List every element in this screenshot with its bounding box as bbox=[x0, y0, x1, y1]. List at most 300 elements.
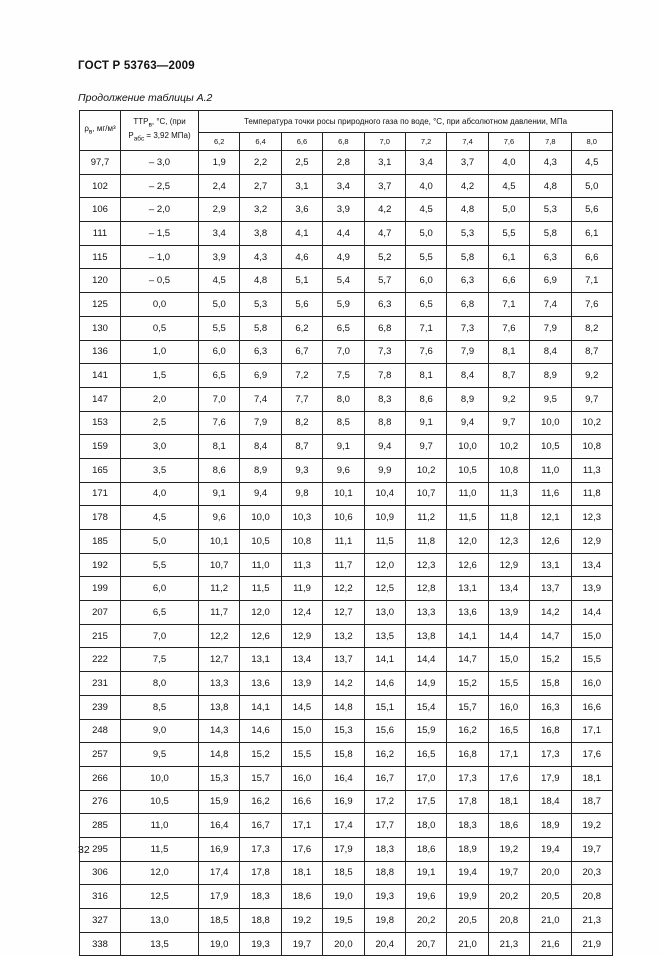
dew-point-cell: 17,6 bbox=[571, 743, 612, 767]
dew-point-cell: 14,2 bbox=[323, 672, 364, 696]
header-water-concentration: $\rho_в$, мг/м³ bbox=[80, 111, 121, 151]
dew-point-cell: 12,3 bbox=[405, 553, 446, 577]
reference-dew-point-cell: 4,0 bbox=[121, 482, 199, 506]
dew-point-cell: 13,4 bbox=[281, 648, 322, 672]
dew-point-cell: 19,2 bbox=[571, 814, 612, 838]
dew-point-cell: 5,3 bbox=[530, 198, 571, 222]
dew-point-cell: 9,9 bbox=[364, 458, 405, 482]
reference-dew-point-cell: – 3,0 bbox=[121, 151, 199, 175]
dew-point-cell: 15,9 bbox=[199, 790, 240, 814]
reference-dew-point-cell: 3,0 bbox=[121, 435, 199, 459]
dew-point-cell: 17,3 bbox=[447, 766, 488, 790]
pressure-header-cell: 7,8 bbox=[530, 133, 571, 151]
table-row bbox=[80, 790, 613, 814]
dew-point-cell: 19,3 bbox=[364, 885, 405, 909]
table-body bbox=[80, 151, 613, 956]
dew-point-cell: 15,9 bbox=[405, 719, 446, 743]
concentration-cell: 111 bbox=[80, 222, 121, 246]
dew-point-cell: 10,8 bbox=[488, 458, 529, 482]
concentration-cell: 178 bbox=[80, 506, 121, 530]
table-row bbox=[80, 411, 613, 435]
dew-point-cell: 16,9 bbox=[323, 790, 364, 814]
dew-point-cell: 6,8 bbox=[364, 316, 405, 340]
table-row bbox=[80, 293, 613, 317]
page-number: 32 bbox=[78, 844, 90, 856]
dew-point-cell: 4,3 bbox=[240, 245, 281, 269]
reference-dew-point-cell: 10,0 bbox=[121, 766, 199, 790]
header-dew-point-at-pressure: Температура точки росы природного газа по воде, °С, при абсолютном давлении, МПа bbox=[199, 111, 613, 133]
table-row bbox=[80, 387, 613, 411]
dew-point-cell: 16,7 bbox=[240, 814, 281, 838]
dew-point-cell: 4,5 bbox=[488, 174, 529, 198]
dew-point-cell: 20,2 bbox=[405, 909, 446, 933]
dew-point-cell: 9,8 bbox=[281, 482, 322, 506]
dew-point-cell: 16,0 bbox=[571, 672, 612, 696]
dew-point-cell: 4,4 bbox=[323, 222, 364, 246]
dew-point-cell: 19,4 bbox=[530, 837, 571, 861]
dew-point-cell: 17,6 bbox=[281, 837, 322, 861]
table-row bbox=[80, 198, 613, 222]
table-row bbox=[80, 553, 613, 577]
dew-point-cell: 6,3 bbox=[240, 340, 281, 364]
dew-point-cell: 7,3 bbox=[447, 316, 488, 340]
reference-dew-point-cell: 2,5 bbox=[121, 411, 199, 435]
dew-point-cell: 15,8 bbox=[323, 743, 364, 767]
dew-point-cell: 12,1 bbox=[530, 506, 571, 530]
dew-point-cell: 7,4 bbox=[240, 387, 281, 411]
dew-point-cell: 11,8 bbox=[571, 482, 612, 506]
dew-point-cell: 17,7 bbox=[364, 814, 405, 838]
dew-point-cell: 18,5 bbox=[199, 909, 240, 933]
dew-point-cell: 4,2 bbox=[364, 198, 405, 222]
table-row bbox=[80, 932, 613, 956]
dew-point-cell: 4,8 bbox=[447, 198, 488, 222]
dew-point-cell: 14,8 bbox=[199, 743, 240, 767]
dew-point-cell: 9,1 bbox=[323, 435, 364, 459]
dew-point-cell: 10,5 bbox=[530, 435, 571, 459]
concentration-cell: 285 bbox=[80, 814, 121, 838]
dew-point-cell: 9,6 bbox=[199, 506, 240, 530]
dew-point-cell: 20,8 bbox=[571, 885, 612, 909]
concentration-cell: 306 bbox=[80, 861, 121, 885]
concentration-cell: 120 bbox=[80, 269, 121, 293]
dew-point-cell: 20,5 bbox=[447, 909, 488, 933]
dew-point-cell: 18,4 bbox=[530, 790, 571, 814]
dew-point-cell: 13,6 bbox=[240, 672, 281, 696]
dew-point-cell: 7,4 bbox=[530, 293, 571, 317]
concentration-cell: 165 bbox=[80, 458, 121, 482]
dew-point-cell: 13,7 bbox=[530, 577, 571, 601]
dew-point-cell: 18,1 bbox=[571, 766, 612, 790]
dew-point-cell: 17,0 bbox=[405, 766, 446, 790]
dew-point-cell: 5,8 bbox=[530, 222, 571, 246]
dew-point-cell: 12,5 bbox=[364, 577, 405, 601]
dew-point-cell: 8,1 bbox=[405, 364, 446, 388]
dew-point-cell: 15,4 bbox=[405, 695, 446, 719]
concentration-cell: 222 bbox=[80, 648, 121, 672]
dew-point-cell: 4,7 bbox=[364, 222, 405, 246]
reference-dew-point-cell: 10,5 bbox=[121, 790, 199, 814]
dew-point-cell: 11,5 bbox=[240, 577, 281, 601]
dew-point-cell: 17,1 bbox=[488, 743, 529, 767]
dew-point-cell: 7,0 bbox=[323, 340, 364, 364]
dew-point-cell: 14,3 bbox=[199, 719, 240, 743]
reference-dew-point-cell: – 1,5 bbox=[121, 222, 199, 246]
dew-point-cell: 21,6 bbox=[530, 932, 571, 956]
reference-dew-point-cell: 9,0 bbox=[121, 719, 199, 743]
dew-point-cell: 14,5 bbox=[281, 695, 322, 719]
dew-point-cell: 2,7 bbox=[240, 174, 281, 198]
dew-point-cell: 14,4 bbox=[405, 648, 446, 672]
dew-point-cell: 14,2 bbox=[530, 601, 571, 625]
dew-point-cell: 11,3 bbox=[281, 553, 322, 577]
dew-point-cell: 5,2 bbox=[364, 245, 405, 269]
dew-point-cell: 8,3 bbox=[364, 387, 405, 411]
dew-point-cell: 17,9 bbox=[530, 766, 571, 790]
dew-point-cell: 5,7 bbox=[364, 269, 405, 293]
dew-point-cell: 10,3 bbox=[281, 506, 322, 530]
dew-point-cell: 17,1 bbox=[571, 719, 612, 743]
dew-point-cell: 21,0 bbox=[530, 909, 571, 933]
dew-point-cell: 7,2 bbox=[281, 364, 322, 388]
dew-point-cell: 10,5 bbox=[447, 458, 488, 482]
dew-point-cell: 11,7 bbox=[323, 553, 364, 577]
dew-point-cell: 9,1 bbox=[405, 411, 446, 435]
dew-point-cell: 8,0 bbox=[323, 387, 364, 411]
dew-point-cell: 12,6 bbox=[240, 624, 281, 648]
header-dew-point-reference: $ТТР_в$, °С, (при $Р_{абс} = 3,92$ МПа) bbox=[121, 111, 199, 151]
dew-point-cell: 5,9 bbox=[323, 293, 364, 317]
dew-point-cell: 8,2 bbox=[281, 411, 322, 435]
dew-point-cell: 13,2 bbox=[323, 624, 364, 648]
concentration-cell: 199 bbox=[80, 577, 121, 601]
table-row bbox=[80, 506, 613, 530]
dew-point-cell: 12,3 bbox=[488, 530, 529, 554]
dew-point-cell: 21,0 bbox=[447, 932, 488, 956]
dew-point-cell: 10,0 bbox=[447, 435, 488, 459]
dew-point-cell: 6,1 bbox=[488, 245, 529, 269]
concentration-cell: 130 bbox=[80, 316, 121, 340]
reference-dew-point-cell: 7,0 bbox=[121, 624, 199, 648]
dew-point-cell: 12,4 bbox=[281, 601, 322, 625]
dew-point-cell: 16,9 bbox=[199, 837, 240, 861]
dew-point-cell: 4,5 bbox=[571, 151, 612, 175]
dew-point-cell: 14,4 bbox=[571, 601, 612, 625]
dew-point-cell: 15,0 bbox=[488, 648, 529, 672]
table-row bbox=[80, 577, 613, 601]
dew-point-cell: 12,7 bbox=[199, 648, 240, 672]
dew-point-cell: 11,6 bbox=[530, 482, 571, 506]
dew-point-cell: 16,7 bbox=[364, 766, 405, 790]
concentration-cell: 136 bbox=[80, 340, 121, 364]
dew-point-cell: 11,5 bbox=[364, 530, 405, 554]
dew-point-cell: 12,9 bbox=[571, 530, 612, 554]
dew-point-cell: 7,3 bbox=[364, 340, 405, 364]
dew-point-cell: 9,2 bbox=[571, 364, 612, 388]
concentration-cell: 338 bbox=[80, 932, 121, 956]
reference-dew-point-cell: 3,5 bbox=[121, 458, 199, 482]
dew-point-cell: 15,7 bbox=[240, 766, 281, 790]
dew-point-cell: 2,8 bbox=[323, 151, 364, 175]
concentration-cell: 207 bbox=[80, 601, 121, 625]
concentration-cell: 185 bbox=[80, 530, 121, 554]
dew-point-cell: 15,8 bbox=[530, 672, 571, 696]
dew-point-cell: 8,7 bbox=[281, 435, 322, 459]
dew-point-cell: 16,8 bbox=[530, 719, 571, 743]
dew-point-cell: 16,2 bbox=[447, 719, 488, 743]
concentration-cell: 239 bbox=[80, 695, 121, 719]
table-row bbox=[80, 222, 613, 246]
dew-point-cell: 3,1 bbox=[364, 151, 405, 175]
dew-point-cell: 11,0 bbox=[447, 482, 488, 506]
dew-point-cell: 20,7 bbox=[405, 932, 446, 956]
dew-point-cell: 10,2 bbox=[488, 435, 529, 459]
dew-point-cell: 12,9 bbox=[281, 624, 322, 648]
table-row bbox=[80, 695, 613, 719]
dew-point-cell: 19,9 bbox=[447, 885, 488, 909]
dew-point-cell: 7,9 bbox=[447, 340, 488, 364]
dew-point-cell: 8,1 bbox=[488, 340, 529, 364]
dew-point-cell: 4,0 bbox=[488, 151, 529, 175]
concentration-cell: 171 bbox=[80, 482, 121, 506]
dew-point-cell: 13,1 bbox=[447, 577, 488, 601]
dew-point-cell: 19,6 bbox=[405, 885, 446, 909]
table-row bbox=[80, 861, 613, 885]
dew-point-cell: 5,3 bbox=[240, 293, 281, 317]
concentration-cell: 141 bbox=[80, 364, 121, 388]
dew-point-cell: 5,6 bbox=[571, 198, 612, 222]
dew-point-cell: 12,9 bbox=[488, 553, 529, 577]
dew-point-cell: 16,5 bbox=[405, 743, 446, 767]
dew-point-cell: 6,6 bbox=[571, 245, 612, 269]
dew-point-cell: 13,8 bbox=[199, 695, 240, 719]
dew-point-cell: 11,0 bbox=[530, 458, 571, 482]
concentration-cell: 327 bbox=[80, 909, 121, 933]
dew-point-table bbox=[79, 110, 613, 956]
reference-dew-point-cell: 12,0 bbox=[121, 861, 199, 885]
dew-point-cell: 19,7 bbox=[571, 837, 612, 861]
dew-point-cell: 3,9 bbox=[323, 198, 364, 222]
dew-point-cell: 6,8 bbox=[447, 293, 488, 317]
dew-point-cell: 5,0 bbox=[488, 198, 529, 222]
concentration-cell: 248 bbox=[80, 719, 121, 743]
dew-point-cell: 11,2 bbox=[199, 577, 240, 601]
dew-point-cell: 10,5 bbox=[240, 530, 281, 554]
dew-point-cell: 8,6 bbox=[199, 458, 240, 482]
pressure-header-cell: 6,6 bbox=[281, 133, 322, 151]
dew-point-cell: 15,0 bbox=[571, 624, 612, 648]
dew-point-cell: 11,8 bbox=[488, 506, 529, 530]
dew-point-cell: 6,1 bbox=[571, 222, 612, 246]
table-row bbox=[80, 648, 613, 672]
reference-dew-point-cell: 12,5 bbox=[121, 885, 199, 909]
dew-point-cell: 8,7 bbox=[571, 340, 612, 364]
dew-point-cell: 14,7 bbox=[447, 648, 488, 672]
pressure-header-cell: 8,0 bbox=[571, 133, 612, 151]
dew-point-cell: 6,9 bbox=[240, 364, 281, 388]
dew-point-cell: 5,6 bbox=[281, 293, 322, 317]
dew-point-cell: 16,8 bbox=[447, 743, 488, 767]
dew-point-cell: 17,1 bbox=[281, 814, 322, 838]
dew-point-cell: 4,5 bbox=[405, 198, 446, 222]
dew-point-cell: 15,5 bbox=[488, 672, 529, 696]
dew-point-cell: 1,9 bbox=[199, 151, 240, 175]
dew-point-cell: 6,3 bbox=[364, 293, 405, 317]
dew-point-cell: 9,7 bbox=[488, 411, 529, 435]
dew-point-cell: 8,4 bbox=[240, 435, 281, 459]
pressure-header-cell: 7,2 bbox=[405, 133, 446, 151]
reference-dew-point-cell: 6,0 bbox=[121, 577, 199, 601]
dew-point-cell: 15,2 bbox=[240, 743, 281, 767]
table-row bbox=[80, 530, 613, 554]
dew-point-cell: 5,5 bbox=[488, 222, 529, 246]
dew-point-cell: 4,9 bbox=[323, 245, 364, 269]
reference-dew-point-cell: 0,0 bbox=[121, 293, 199, 317]
reference-dew-point-cell: 1,0 bbox=[121, 340, 199, 364]
dew-point-cell: 10,0 bbox=[240, 506, 281, 530]
table-row bbox=[80, 837, 613, 861]
dew-point-cell: 5,5 bbox=[405, 245, 446, 269]
dew-point-cell: 12,8 bbox=[405, 577, 446, 601]
dew-point-cell: 18,8 bbox=[364, 861, 405, 885]
dew-point-cell: 17,3 bbox=[530, 743, 571, 767]
dew-point-cell: 16,5 bbox=[488, 719, 529, 743]
dew-point-cell: 10,8 bbox=[281, 530, 322, 554]
dew-point-cell: 8,8 bbox=[364, 411, 405, 435]
dew-point-cell: 10,1 bbox=[323, 482, 364, 506]
table-row bbox=[80, 601, 613, 625]
dew-point-cell: 4,2 bbox=[447, 174, 488, 198]
dew-point-cell: 10,7 bbox=[199, 553, 240, 577]
dew-point-cell: 12,0 bbox=[447, 530, 488, 554]
dew-point-cell: 11,0 bbox=[240, 553, 281, 577]
dew-point-cell: 13,3 bbox=[199, 672, 240, 696]
dew-point-cell: 6,0 bbox=[199, 340, 240, 364]
dew-point-cell: 16,6 bbox=[571, 695, 612, 719]
dew-point-cell: 13,9 bbox=[281, 672, 322, 696]
dew-point-cell: 13,0 bbox=[364, 601, 405, 625]
dew-point-cell: 4,3 bbox=[530, 151, 571, 175]
dew-point-cell: 7,5 bbox=[323, 364, 364, 388]
dew-point-cell: 17,8 bbox=[447, 790, 488, 814]
dew-point-cell: 7,6 bbox=[571, 293, 612, 317]
dew-point-cell: 9,4 bbox=[364, 435, 405, 459]
table-row bbox=[80, 885, 613, 909]
dew-point-cell: 18,8 bbox=[240, 909, 281, 933]
dew-point-cell: 13,4 bbox=[488, 577, 529, 601]
dew-point-cell: 15,1 bbox=[364, 695, 405, 719]
dew-point-cell: 9,6 bbox=[323, 458, 364, 482]
concentration-cell: 147 bbox=[80, 387, 121, 411]
dew-point-cell: 18,5 bbox=[323, 861, 364, 885]
dew-point-cell: 13,1 bbox=[530, 553, 571, 577]
concentration-cell: 276 bbox=[80, 790, 121, 814]
dew-point-cell: 8,9 bbox=[240, 458, 281, 482]
reference-dew-point-cell: 5,5 bbox=[121, 553, 199, 577]
pressure-header-cell: 6,2 bbox=[199, 133, 240, 151]
dew-point-cell: 17,8 bbox=[240, 861, 281, 885]
concentration-cell: 215 bbox=[80, 624, 121, 648]
dew-point-cell: 15,6 bbox=[364, 719, 405, 743]
dew-point-cell: 3,1 bbox=[281, 174, 322, 198]
dew-point-cell: 7,8 bbox=[364, 364, 405, 388]
concentration-cell: 97,7 bbox=[80, 151, 121, 175]
dew-point-cell: 5,0 bbox=[199, 293, 240, 317]
dew-point-cell: 7,6 bbox=[405, 340, 446, 364]
table-row bbox=[80, 672, 613, 696]
dew-point-cell: 18,9 bbox=[530, 814, 571, 838]
dew-point-cell: 10,8 bbox=[571, 435, 612, 459]
dew-point-cell: 19,7 bbox=[281, 932, 322, 956]
dew-point-cell: 6,3 bbox=[447, 269, 488, 293]
reference-dew-point-cell: – 2,0 bbox=[121, 198, 199, 222]
dew-point-cell: 9,3 bbox=[281, 458, 322, 482]
concentration-cell: 115 bbox=[80, 245, 121, 269]
dew-point-cell: 19,2 bbox=[488, 837, 529, 861]
dew-point-cell: 6,9 bbox=[530, 269, 571, 293]
dew-point-cell: 7,0 bbox=[199, 387, 240, 411]
pressure-header-cell: 7,0 bbox=[364, 133, 405, 151]
dew-point-cell: 7,6 bbox=[199, 411, 240, 435]
dew-point-cell: 21,3 bbox=[488, 932, 529, 956]
dew-point-cell: 7,6 bbox=[488, 316, 529, 340]
table-row bbox=[80, 909, 613, 933]
dew-point-cell: 20,0 bbox=[530, 861, 571, 885]
dew-point-cell: 19,3 bbox=[240, 932, 281, 956]
dew-point-cell: 14,4 bbox=[488, 624, 529, 648]
dew-point-cell: 14,6 bbox=[240, 719, 281, 743]
dew-point-cell: 2,9 bbox=[199, 198, 240, 222]
dew-point-cell: 3,4 bbox=[199, 222, 240, 246]
pressure-header-cell: 7,4 bbox=[447, 133, 488, 151]
dew-point-cell: 13,5 bbox=[364, 624, 405, 648]
dew-point-cell: 6,5 bbox=[405, 293, 446, 317]
concentration-cell: 106 bbox=[80, 198, 121, 222]
dew-point-cell: 18,9 bbox=[447, 837, 488, 861]
dew-point-cell: 10,9 bbox=[364, 506, 405, 530]
dew-point-cell: 11,8 bbox=[405, 530, 446, 554]
dew-point-cell: 19,1 bbox=[405, 861, 446, 885]
dew-point-cell: 6,2 bbox=[281, 316, 322, 340]
table-row bbox=[80, 814, 613, 838]
dew-point-cell: 11,7 bbox=[199, 601, 240, 625]
dew-point-cell: 18,6 bbox=[405, 837, 446, 861]
dew-point-cell: 18,7 bbox=[571, 790, 612, 814]
dew-point-cell: 19,8 bbox=[364, 909, 405, 933]
concentration-cell: 295 bbox=[80, 837, 121, 861]
concentration-cell: 316 bbox=[80, 885, 121, 909]
document-code: ГОСТ Р 53763—2009 bbox=[78, 60, 195, 72]
dew-point-cell: 6,0 bbox=[405, 269, 446, 293]
table-row bbox=[80, 174, 613, 198]
reference-dew-point-cell: – 2,5 bbox=[121, 174, 199, 198]
dew-point-cell: 16,6 bbox=[281, 790, 322, 814]
dew-point-cell: 16,2 bbox=[240, 790, 281, 814]
dew-point-cell: 16,3 bbox=[530, 695, 571, 719]
dew-point-cell: 21,3 bbox=[571, 909, 612, 933]
dew-point-cell: 10,2 bbox=[405, 458, 446, 482]
dew-point-cell: 12,0 bbox=[364, 553, 405, 577]
dew-point-cell: 19,4 bbox=[447, 861, 488, 885]
dew-point-cell: 20,5 bbox=[530, 885, 571, 909]
dew-point-cell: 7,7 bbox=[281, 387, 322, 411]
dew-point-cell: 18,0 bbox=[405, 814, 446, 838]
reference-dew-point-cell: 6,5 bbox=[121, 601, 199, 625]
dew-point-cell: 18,1 bbox=[488, 790, 529, 814]
dew-point-cell: 17,2 bbox=[364, 790, 405, 814]
dew-point-cell: 12,2 bbox=[199, 624, 240, 648]
dew-point-cell: 19,0 bbox=[323, 885, 364, 909]
